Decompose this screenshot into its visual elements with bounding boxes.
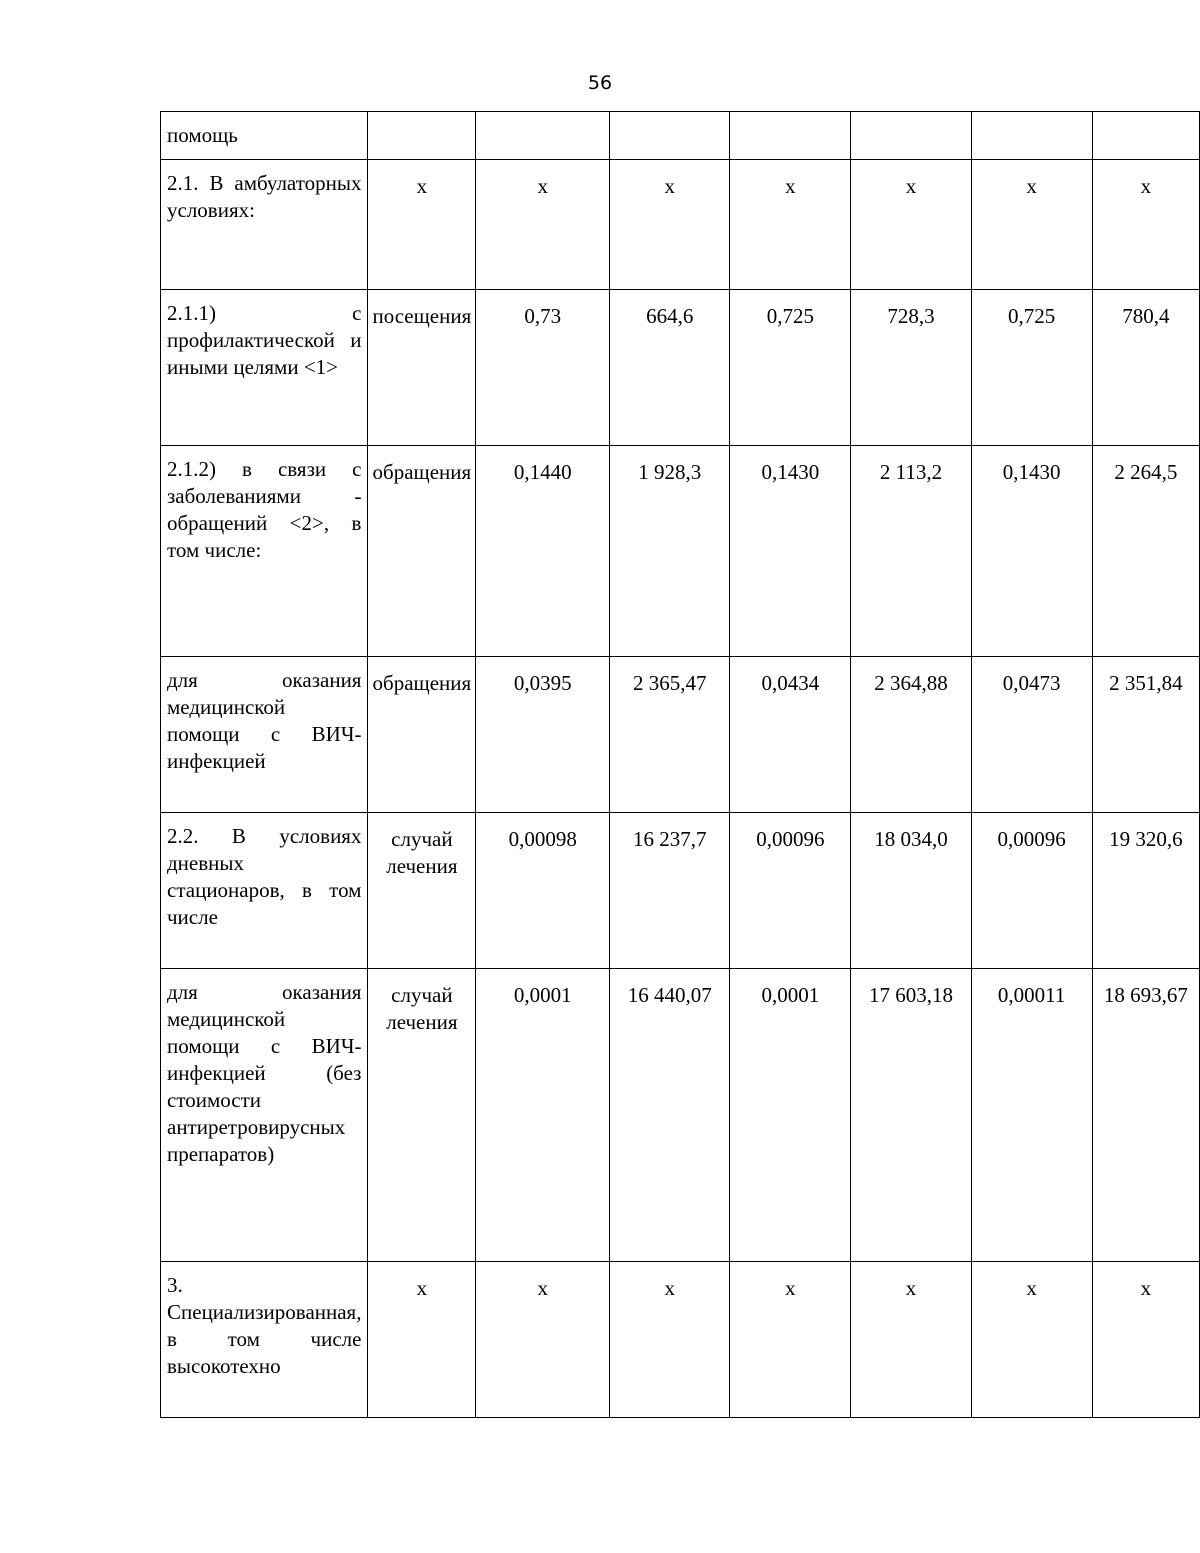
row-label: для оказания медицинской помощи с ВИЧ-инфекцией (без стоимости антиретровирусных препаратов) <box>161 969 368 1262</box>
row-label: 2.1.1) с профилактической и иными целями <1> <box>161 290 368 446</box>
value-cell <box>971 112 1092 160</box>
row-label: 2.1.2) в связи с заболеваниями - обращений <2>, в том числе: <box>161 446 368 657</box>
value-cell: 0,0434 <box>730 657 851 813</box>
value-cell: 2 113,2 <box>851 446 971 657</box>
row-label: помощь <box>161 112 368 160</box>
table-row <box>161 446 1200 657</box>
table-row <box>161 160 1200 290</box>
row-label: 3. Специализированная, в том числе высокотехно <box>161 1262 368 1418</box>
value-cell: 0,1440 <box>476 446 610 657</box>
table-row <box>161 112 1200 160</box>
value-cell: 0,725 <box>971 290 1092 446</box>
value-cell: х <box>1092 160 1199 290</box>
value-cell <box>851 112 971 160</box>
value-cell: 17 603,18 <box>851 969 971 1262</box>
value-cell: 2 364,88 <box>851 657 971 813</box>
value-cell: 19 320,6 <box>1092 813 1199 969</box>
row-label: 2.1. В амбулаторных условиях: <box>161 160 368 290</box>
value-cell: 728,3 <box>851 290 971 446</box>
table-row <box>161 969 1200 1262</box>
value-cell <box>610 112 730 160</box>
value-cell: 0,00096 <box>971 813 1092 969</box>
value-cell: 0,00011 <box>971 969 1092 1262</box>
table-row <box>161 1262 1200 1418</box>
value-cell <box>476 112 610 160</box>
value-cell: х <box>610 1262 730 1418</box>
value-cell: 0,1430 <box>730 446 851 657</box>
value-cell: 2 264,5 <box>1092 446 1199 657</box>
page-number: 56 <box>587 72 613 94</box>
value-cell: х <box>971 160 1092 290</box>
value-cell: 1 928,3 <box>610 446 730 657</box>
table-body <box>161 112 1200 1418</box>
unit-cell: х <box>368 160 476 290</box>
value-cell: 0,0001 <box>730 969 851 1262</box>
value-cell: 2 351,84 <box>1092 657 1199 813</box>
value-cell: 18 693,67 <box>1092 969 1199 1262</box>
value-cell <box>1092 112 1199 160</box>
value-cell: х <box>1092 1262 1199 1418</box>
value-cell: х <box>610 160 730 290</box>
value-cell: х <box>851 160 971 290</box>
value-cell: 16 237,7 <box>610 813 730 969</box>
value-cell: 0,0473 <box>971 657 1092 813</box>
unit-cell: посещения <box>368 290 476 446</box>
table-row <box>161 657 1200 813</box>
value-cell: 16 440,07 <box>610 969 730 1262</box>
value-cell: 18 034,0 <box>851 813 971 969</box>
value-cell: 2 365,47 <box>610 657 730 813</box>
value-cell: 664,6 <box>610 290 730 446</box>
table-row <box>161 813 1200 969</box>
value-cell: 780,4 <box>1092 290 1199 446</box>
data-table <box>160 111 1200 1418</box>
unit-cell: случай лечения <box>368 969 476 1262</box>
value-cell <box>730 112 851 160</box>
value-cell: х <box>730 160 851 290</box>
unit-cell: обращения <box>368 657 476 813</box>
unit-cell <box>368 112 476 160</box>
value-cell: 0,0395 <box>476 657 610 813</box>
row-label: для оказания медицинской помощи с ВИЧ-инфекцией <box>161 657 368 813</box>
value-cell: х <box>730 1262 851 1418</box>
value-cell: 0,1430 <box>971 446 1092 657</box>
value-cell: 0,73 <box>476 290 610 446</box>
unit-cell: х <box>368 1262 476 1418</box>
value-cell: 0,725 <box>730 290 851 446</box>
value-cell: х <box>971 1262 1092 1418</box>
value-cell: 0,00098 <box>476 813 610 969</box>
table-row <box>161 290 1200 446</box>
value-cell: х <box>851 1262 971 1418</box>
value-cell: 0,0001 <box>476 969 610 1262</box>
unit-cell: обращения <box>368 446 476 657</box>
value-cell: х <box>476 1262 610 1418</box>
value-cell: 0,00096 <box>730 813 851 969</box>
value-cell: х <box>476 160 610 290</box>
unit-cell: случай лечения <box>368 813 476 969</box>
row-label: 2.2. В условиях дневных стационаров, в том числе <box>161 813 368 969</box>
